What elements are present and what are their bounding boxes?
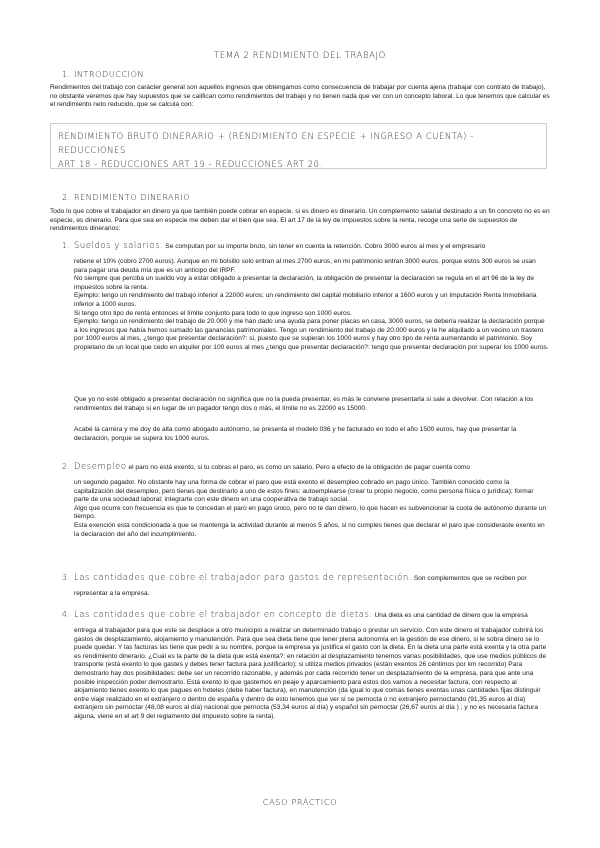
item-2-body: un segundo pagador. No obstante hay una forma de cobrar el paro que está exento el desempleo cobrado en pago único. También conocido como la capitalización del desempleo, pero tienes que destinarlo a uno de estos fines: autoemplearse (crear tu propio negocio, como persona física o jurídica); formar parte de una sociedad laboral; integrarte con este dinero en una cooperativa de trabajo social. Algo que ocurre con frecuencia es que te concedan el paro en pago único, pero no te dan dinero, lo que hacen es subvencionar la cuota de autónomo durante un tiempo. Esta exención está condicionada a que se mantenga la actividad durante al menos 5 años, si no cumples tienes que declarar el paro que consideraste exento en la declaración del año del incumplimiento. bbox=[74, 479, 547, 538]
item-lead-rest: Se computan por su importe bruto, sin tener en cuenta la retención. Cobro 3000 euros al mes y el empresario bbox=[163, 243, 486, 250]
item-lead: Desempleo bbox=[74, 461, 127, 471]
section-1-text: Rendimientos del trabajo con carácter general son aquellos ingresos que obtengamos como consecuencia de trabajar por cuenta ajena (trabajar con contrato de trabajo), no obstante veremos que hay supuestos que se califican como rendimientos del trabajo y no tienen nada que ver con un concepto laboral. Lo que tenemos que calcular es el rendimiento neto reducido, que se calcula con: bbox=[50, 84, 550, 109]
section-1-heading: 1. INTRODUCCIÓN bbox=[62, 70, 145, 79]
item-4-body: entrega al trabajador para que este se desplace a otro municipio a realizar un determinado trabajo o prestar un servicio. Con este dinero el trabajador cubrirá los gastos de desplazamiento, alojamiento y manutención. Para que sea dieta tiene que tener plena autonomía en la gestión de ese dinero, si le sobra dinero se lo puede quedar. Y las facturas las tiene que pedir a su nombre, porque la empresa ya justifica el gasto con la dieta. En la dieta una parte está exenta y la otra parte es rendimiento dinerario. ¿Cuál es la parte de la dieta que está exenta?: en relación al desplazamiento tenemos varias posibilidades, que use medios públicos de transporte (está exento lo que gastes y debes tener factura para justificarlo); si utiliza medios privados (están exentos 26 céntimos por km recorrido) Para demostrarlo hay dos posibilidades: debe ser un recorrido razonable, y además por cada recorrido tener un desplazamiento de la empresa, para que ante una posible inspección poder demostrarlo. Está exento lo que gastemos en peaje y aparcamiento para estos dos vamos a necesitar factura, con respecto al alojamiento tienes exento lo que pagues en hoteles (debe haber factura), en manutención (da igual lo que comas tienes exentas unas cantidades fijas distinguir entre viaje realizado en el extranjero o dentro de españa y dentro de esto tenemos que ver si se pernocta o no extranjero pernoctando (91,35 euros al día) extranjero sin pernoctar (48,08 euros al día) nacional que pernocta (53,34 euros al día) y español sin pernoctar (26,67 euros al día ) ; y no es necesaria factura alguna, viene en el art 9 del reglamento del impuesto sobre la renta). bbox=[74, 627, 547, 720]
section-2-heading: 2. RENDIMIENTO DINERARIO bbox=[62, 193, 191, 202]
item-number: 1. bbox=[62, 241, 71, 250]
list-item-4 bbox=[62, 610, 552, 621]
item-lead: Sueldos y salarios. bbox=[74, 240, 164, 250]
item-lead-rest: Una dieta es una cantidad de dinero que la empresa bbox=[372, 612, 528, 619]
formula-line-2: ART 18 - REDUCCIONES ART 19 - REDUCCIONES ART 20. bbox=[58, 159, 323, 169]
item-3-body: representar a la empresa. bbox=[74, 590, 150, 597]
formula-line-1: RENDIMIENTO BRUTO DINERARIO + (RENDIMIENTO EN ESPECIE + INGRESO A CUENTA) - REDUCCIONES bbox=[58, 131, 474, 155]
item-number: 4. bbox=[62, 610, 71, 619]
item-lead-rest: Son complementos que se reciben por bbox=[412, 575, 527, 582]
item-1-example: Acabé la carrera y me doy de alta como abogado autónomo, se presenta el modelo 036 y he facturado en todo el año 1500 euros, hay que presentar la declaración, porque se supera los 1000 euros. bbox=[74, 426, 517, 442]
item-number: 3. bbox=[62, 573, 71, 582]
item-number: 2. bbox=[62, 462, 71, 471]
item-1-body: retiene el 10% (cobro 2700 euros). Aunque en mi bolsillo solo entran al mes 2700 euros, en mi patrimonio entran 3000 euros. porque estos 300 euros se usan para pagar una deuda mía que es un anticipo del IRPF. No siempre que perciba un sueldo voy a estar obligado a presentar la declaración, la obligación de presentar la declaración se regula en el art 96 de la ley de impuestos sobre la renta. Ejemplo: tengo un rendimiento del trabajo inferior a 22000 euros; un rendimiento del capital mobiliario inferior a 1600 euros y un Imputación Renta Inmobiliaria inferior a 1000 euros. Si tengo otro tipo de renta entonces el límite conjunto para todo lo que ingreso son 1000 euros. Ejemplo: tengo un rendimiento del trabajo de 20.000 y me han dado una ayuda para poner placas en casa, 3000 euros, se debería realizar la declaración porque a los ingresos que había hemos sumado las ganancias patrimoniales. Tengo un rendimiento del trabajo de 20.000 euros y le he alquilado a un vecino un trastero por 1000 euros al mes, ¿tengo que presentar declaración?: si, puesto que se superan los 1000 euros y hay otro tipo de renta aumentando el patrimonio. Soy propietario de un local que cedo en alquiler por 100 euros al mes ¿tengo que presentar declaración?: tengo que presentar declaración por superar los 1000 euros. bbox=[74, 258, 549, 351]
section-2-intro: Todo lo que cobre el trabajador en dinero ya que también puede cobrar en especie. si es dinero es dinerario. Un complemento salarial destinado a un fin concreto no es en especie, es dinerario. Para que sea en especie me deben dar el bien que sea. El art 17 de la ley de impuestos sobre la renta, recoge una serie de supuestos de rendimientos dinerarios: bbox=[50, 208, 550, 233]
item-lead-rest: el paro no está exento, si tu cobras el paro, es como un salario. Pero a efecto de la obligación de pagar cuenta como bbox=[126, 464, 471, 471]
list-item-3 bbox=[62, 573, 552, 584]
item-lead: Las cantidades que cobre el trabajador para gastos de representación. bbox=[74, 572, 413, 582]
list-item-1 bbox=[62, 241, 552, 252]
item-1-note: Que yo no esté obligado a presentar declaración no significa que no la pueda presentar, es más le conviene presentarla si sale a devolver. Con relación a los rendimientos del trabajo si en lugar de un pagador tengo dos o más, el límite no es 22000 es 15000. bbox=[74, 396, 534, 412]
case-study-heading: CASO PRÁCTICO bbox=[262, 797, 338, 807]
item-lead: Las cantidades que cobre el trabajador en concepto de dietas. bbox=[74, 609, 373, 619]
list-item-2 bbox=[62, 462, 552, 473]
formula-box bbox=[50, 123, 547, 169]
document-title: TEMA 2 RENDIMIENTO DEL TRABAJO bbox=[214, 51, 386, 61]
